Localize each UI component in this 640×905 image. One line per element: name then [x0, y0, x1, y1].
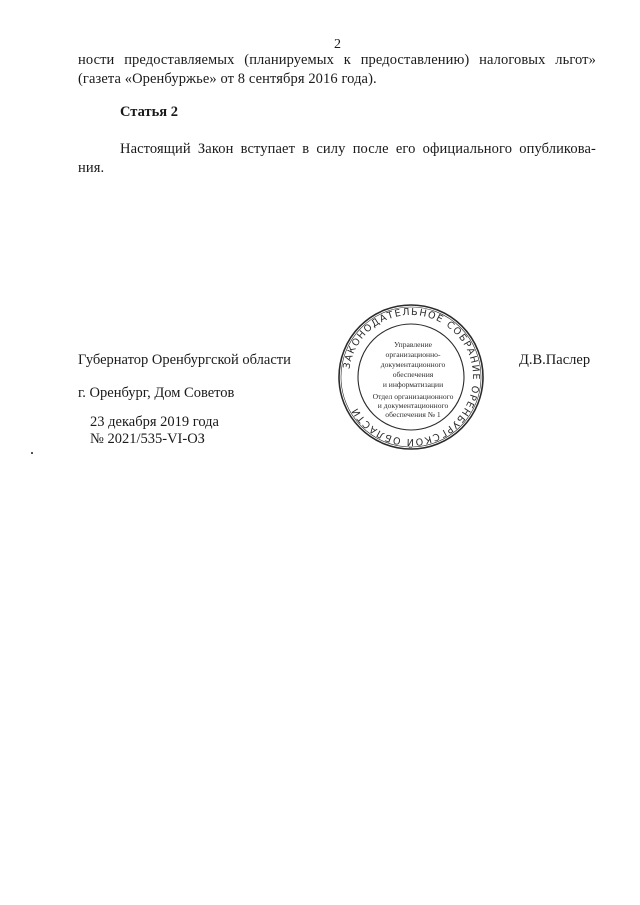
seal-inner-line: документационного [380, 360, 446, 369]
governor-title: Губернатор Оренбургской области [78, 352, 291, 368]
scan-speck [31, 452, 33, 454]
paragraph-line-2: (газета «Оренбуржье» от 8 сентября 2016 года). [78, 71, 377, 87]
seal-inner-line: организационно- [385, 350, 441, 359]
line-1-word: к [343, 52, 351, 68]
line-1-word: предоставляемых [124, 52, 235, 68]
official-seal [337, 303, 485, 451]
signing-place: г. Оренбург, Дом Советов [78, 385, 235, 401]
seal-inner-line: Управление [393, 340, 433, 349]
line-1-word: (планируемых [244, 52, 334, 68]
law-number: № 2021/535-VI-ОЗ [90, 431, 205, 447]
seal-inner-line: и информатизации [382, 380, 444, 389]
signer-name: Д.В.Паслер [519, 352, 591, 368]
page-number: 2 [334, 37, 341, 52]
line-3-word: Настоящий [120, 141, 191, 157]
paragraph-line-4: ния. [78, 160, 105, 176]
seal-inner-line: и документационного [377, 401, 449, 410]
line-3-word: вступает [240, 141, 296, 157]
line-3-word: в [302, 141, 310, 157]
line-1-word: ности [78, 52, 115, 68]
line-3-word: силу [316, 141, 346, 157]
seal-inner-line: обеспечения [392, 370, 434, 379]
line-3-word: Закон [197, 141, 234, 157]
line-3-word: после [352, 141, 389, 157]
seal-inner-line: Отдел организационного [372, 392, 454, 401]
paragraph-line-1 [78, 52, 596, 69]
seal-inner-line: обеспечения № 1 [385, 410, 441, 419]
signing-date: 23 декабря 2019 года [90, 414, 219, 430]
line-3-word: опубликова- [519, 141, 596, 157]
line-1-word: предоставлению) [360, 52, 470, 68]
seal-outer-text: ЗАКОНОДАТЕЛЬНОЕ СОБРАНИЕ ОРЕНБУРГСКОЙ ОБЛАСТИ [341, 306, 482, 448]
line-1-word: льгот» [555, 52, 596, 68]
line-1-word: налоговых [479, 52, 546, 68]
line-3-word: официального [422, 141, 513, 157]
article-heading: Статья 2 [120, 104, 178, 120]
paragraph-line-3 [120, 141, 596, 158]
line-3-word: его [395, 141, 416, 157]
